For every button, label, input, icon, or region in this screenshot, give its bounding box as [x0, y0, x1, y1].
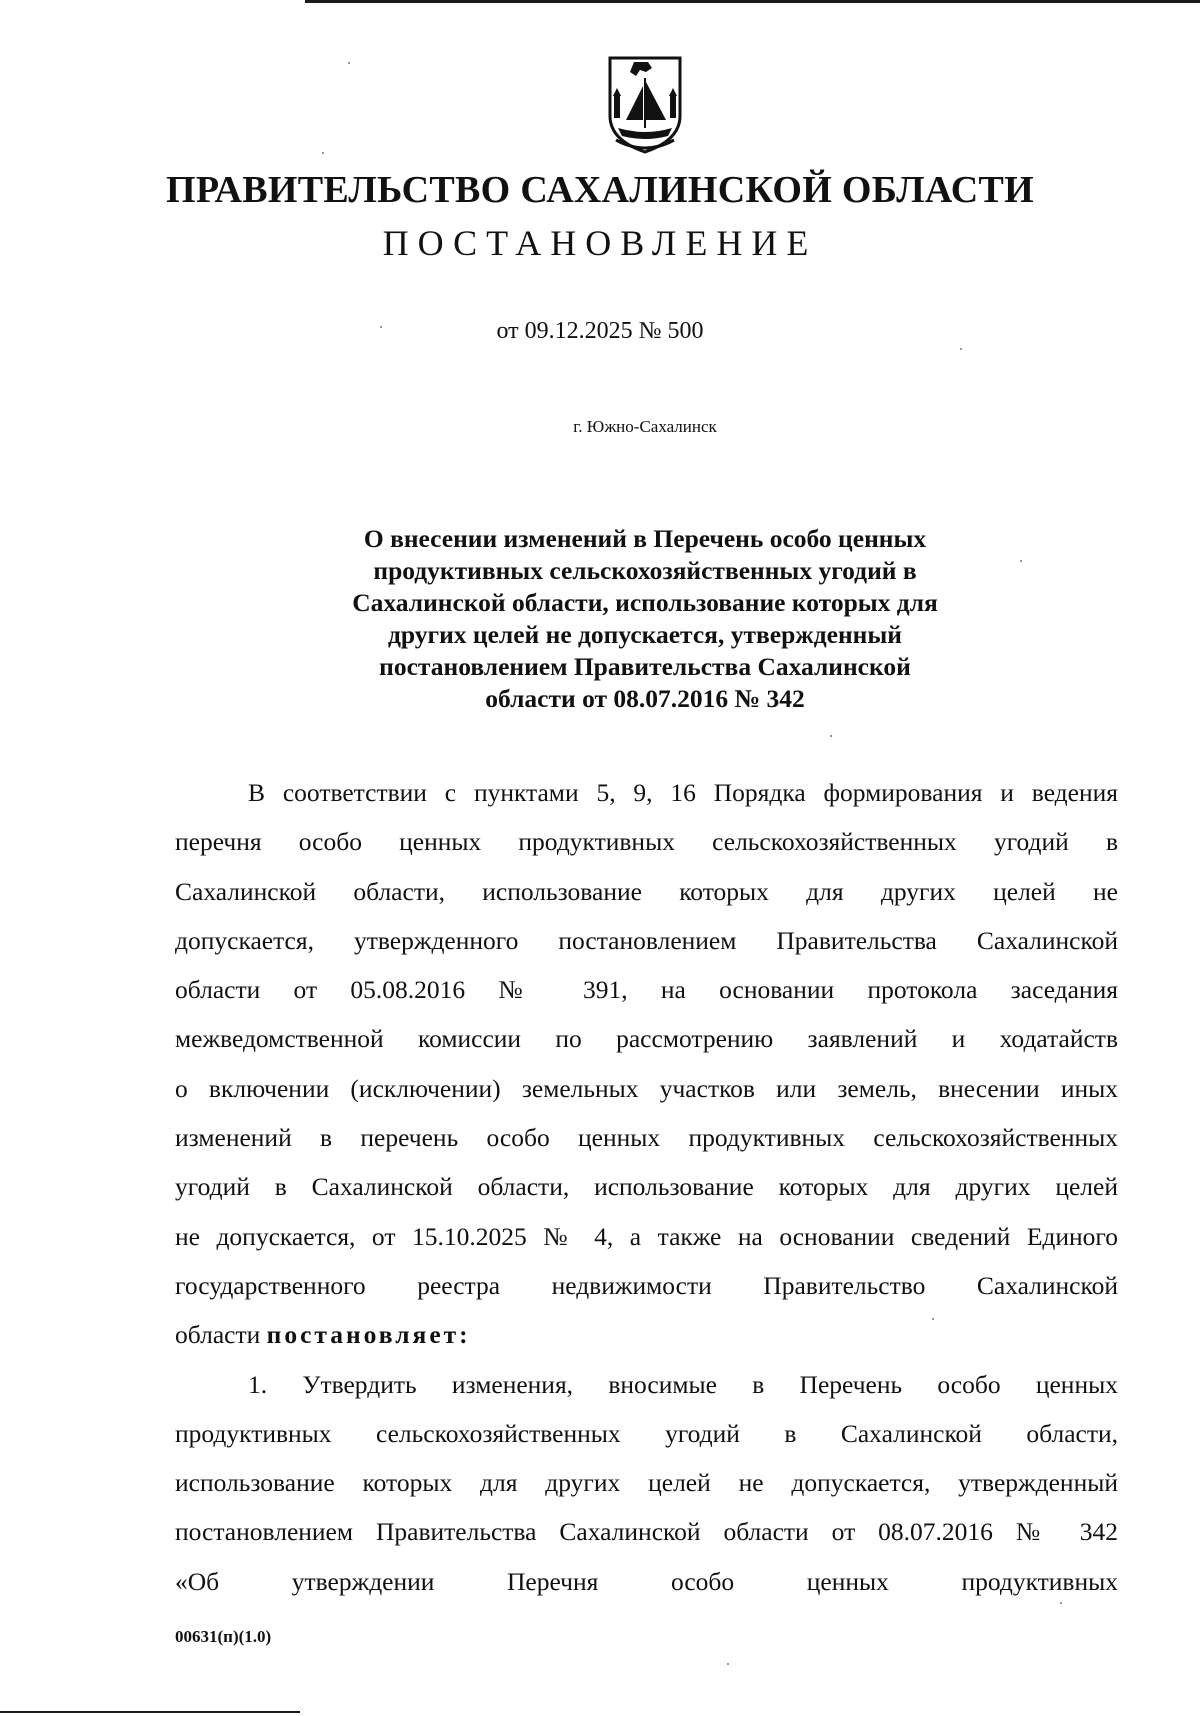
subject-line: постановлением Правительства Сахалинской	[379, 652, 911, 681]
item-line: использование которых для других целей не допускается, утвержденный	[175, 1468, 1118, 1498]
scan-speck	[1060, 1602, 1062, 1604]
document-subject	[300, 523, 990, 715]
document-date-number: от 09.12.2025 № 500	[496, 318, 704, 344]
body-line: Сахалинской области, использование которых для других целей не	[175, 876, 1118, 906]
sakhalin-coat-of-arms-icon	[596, 56, 694, 154]
body-line: В соответствии с пунктами 5, 9, 16 Порядка формирования и ведения	[248, 778, 1118, 807]
scan-speck	[348, 62, 350, 64]
scan-top-edge	[305, 0, 1200, 3]
item-line: 1. Утвердить изменения, вносимые в Перечень особо ценных	[248, 1369, 1118, 1399]
body-line: изменений в перечень особо ценных продуктивных сельскохозяйственных	[175, 1123, 1118, 1153]
scan-bottom-edge	[0, 1711, 300, 1713]
subject-line: О внесении изменений в Перечень особо ценных	[363, 524, 927, 553]
body-line: перечня особо ценных продуктивных сельскохозяйственных угодий в	[175, 827, 1118, 857]
document-body	[175, 768, 1118, 1606]
city: г. Южно-Сахалинск	[573, 417, 717, 436]
scan-speck	[727, 1663, 729, 1665]
document-type: ПОСТАНОВЛЕНИЕ	[382, 223, 818, 263]
body-line: угодий в Сахалинской области, использование которых для других целей	[175, 1172, 1118, 1202]
subject-line: продуктивных сельскохозяйственных угодий в	[373, 556, 917, 585]
scan-speck	[322, 152, 324, 154]
subject-line: других целей не допускается, утвержденный	[388, 620, 902, 649]
body-line: не допускается, от 15.10.2025 № 4, а также на основании сведений Единого	[175, 1221, 1118, 1251]
organization-title: ПРАВИТЕЛЬСТВО САХАЛИНСКОЙ ОБЛАСТИ	[166, 169, 1034, 211]
subject-line: области от 08.07.2016 № 342	[485, 684, 805, 713]
body-line: области от 05.08.2016 № 391, на основании протокола заседания	[175, 975, 1118, 1005]
body-line: о включении (исключении) земельных участков или земель, внесении иных	[175, 1073, 1118, 1103]
body-line: государственного реестра недвижимости Правительство Сахалинской	[175, 1270, 1118, 1300]
item-line: «Об утверждении Перечня особо ценных продуктивных	[175, 1566, 1118, 1596]
body-line: межведомственной комиссии по рассмотрению заявлений и ходатайств	[175, 1024, 1118, 1054]
decree-line	[175, 1310, 1118, 1359]
decree-prefix: области	[175, 1320, 261, 1350]
form-code: 00631(п)(1.0)	[175, 1627, 272, 1646]
item-line: продуктивных сельскохозяйственных угодий в Сахалинской области,	[175, 1418, 1118, 1448]
decree-word: постановляет:	[266, 1320, 471, 1350]
body-line: допускается, утвержденного постановлением Правительства Сахалинской	[175, 925, 1118, 955]
subject-line: Сахалинской области, использование которых для	[352, 588, 938, 617]
scan-speck	[830, 735, 832, 737]
scan-speck	[960, 348, 962, 350]
scan-speck	[932, 1318, 934, 1320]
scan-speck	[380, 326, 382, 328]
scan-speck	[1020, 560, 1022, 562]
item-line: постановлением Правительства Сахалинской области от 08.07.2016 № 342	[175, 1517, 1118, 1547]
